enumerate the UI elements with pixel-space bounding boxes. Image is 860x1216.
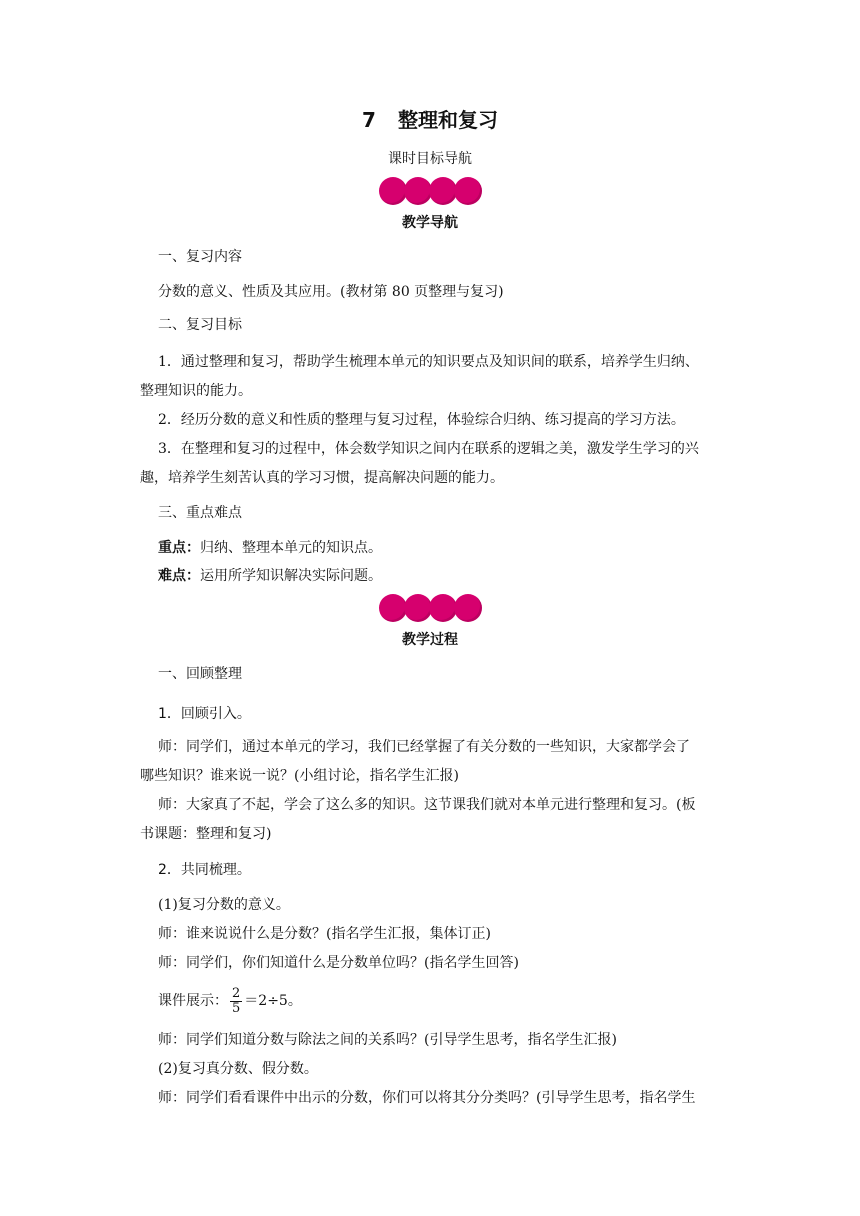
key-text: 归纳、整理本单元的知识点。: [200, 540, 382, 556]
dot-icon: [429, 177, 457, 205]
paragraph: 哪些知识？谁来说一说？(小组讨论，指名学生汇报): [140, 768, 459, 784]
fraction-equation: ＝2÷5。: [244, 993, 302, 1009]
fraction-line: [158, 983, 302, 1019]
section-heading-process: 教学过程: [402, 632, 458, 648]
paragraph: 分数的意义、性质及其应用。(教材第 80 页整理与复习): [158, 284, 504, 300]
difficulty-text: 运用所学知识解决实际问题。: [200, 568, 382, 584]
paragraph: 2．经历分数的意义和性质的整理与复习过程，体验综合归纳、练习提高的学习方法。: [158, 412, 685, 428]
section-heading-guide: 教学导航: [402, 215, 458, 231]
heading-review-goals: 二、复习目标: [158, 317, 242, 333]
difficulty-line: [158, 567, 382, 585]
dot-icon: [404, 594, 432, 622]
difficulty-label: 难点：: [158, 568, 200, 584]
decorative-dots: [0, 594, 860, 622]
fraction-denominator: 5: [232, 1000, 241, 1016]
paragraph: 书课题：整理和复习): [140, 826, 272, 842]
fraction-numerator: 2: [232, 985, 241, 1001]
heading-review: 一、回顾整理: [158, 666, 242, 682]
sub-heading: (2)复习真分数、假分数。: [158, 1061, 318, 1077]
paragraph: 趣，培养学生刻苦认真的学习习惯，提高解决问题的能力。: [140, 470, 504, 486]
dot-icon: [429, 594, 457, 622]
subtitle: 课时目标导航: [388, 151, 472, 167]
show-label: 课件展示：: [158, 993, 228, 1009]
dot-icon: [454, 177, 482, 205]
paragraph: 师：同学们，通过本单元的学习，我们已经掌握了有关分数的一些知识，大家都学会了: [158, 739, 690, 755]
chapter-number: 7: [362, 108, 376, 132]
heading-review-content: 一、复习内容: [158, 249, 242, 265]
heading-key-points: 三、重点难点: [158, 505, 242, 521]
paragraph: 整理知识的能力。: [140, 383, 252, 399]
dot-icon: [404, 177, 432, 205]
step-heading: 2．共同梳理。: [158, 862, 251, 878]
decorative-dots: [0, 177, 860, 205]
paragraph: 1．通过整理和复习，帮助学生梳理本单元的知识要点及知识间的联系，培养学生归纳、: [158, 354, 699, 370]
paragraph: 师：谁来说说什么是分数？(指名学生汇报，集体订正): [158, 926, 491, 942]
dot-icon: [454, 594, 482, 622]
paragraph: 师：同学们看看课件中出示的分数，你们可以将其分分类吗？(引导学生思考，指名学生: [158, 1090, 696, 1106]
paragraph: 师：同学们，你们知道什么是分数单位吗？(指名学生回答): [158, 955, 519, 971]
paragraph: 师：大家真了不起，学会了这么多的知识。这节课我们就对本单元进行整理和复习。(板: [158, 797, 696, 813]
step-heading: 1．回顾引入。: [158, 706, 251, 722]
key-point-line: [158, 539, 382, 557]
chapter-title: 整理和复习: [397, 108, 498, 132]
fraction: [230, 987, 242, 1016]
dot-icon: [379, 594, 407, 622]
key-label: 重点：: [158, 540, 200, 556]
paragraph: 师：同学们知道分数与除法之间的关系吗？(引导学生思考，指名学生汇报): [158, 1032, 617, 1048]
sub-heading: (1)复习分数的意义。: [158, 897, 290, 913]
dot-icon: [379, 177, 407, 205]
paragraph: 3．在整理和复习的过程中，体会数学知识之间内在联系的逻辑之美，激发学生学习的兴: [158, 441, 699, 457]
page-title: [0, 108, 860, 132]
